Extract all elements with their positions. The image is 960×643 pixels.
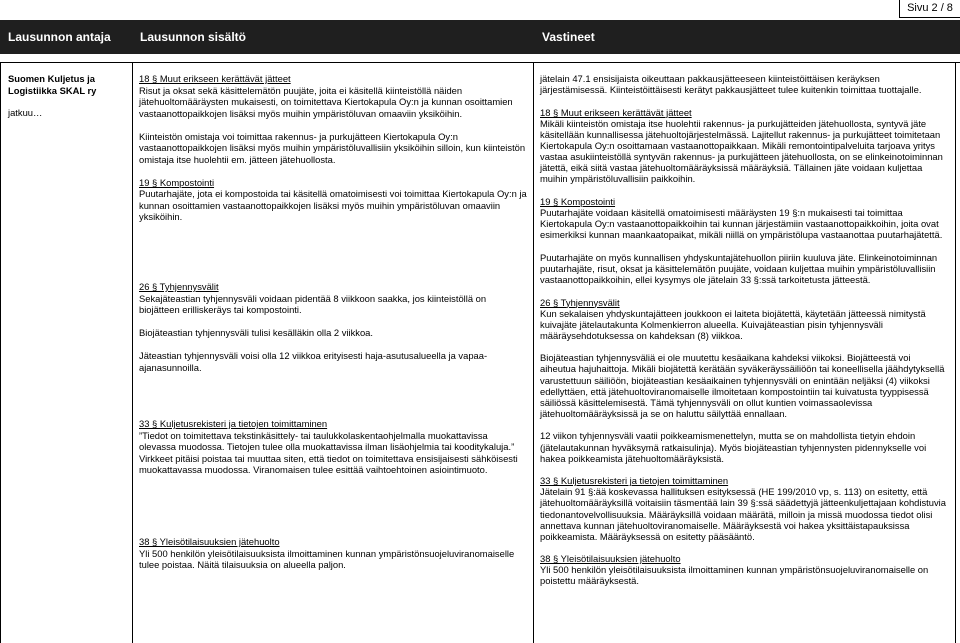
response-p1: jätelain 47.1 ensisijaista oikeuttaan pakkausjätteeseen kiinteistöittäisen keräyksen järjestämisessä. Kiinteistöittäisesti kerätyt pakkausjätteet tulee kuitenkin toimittaa tuottajalle. — [540, 73, 922, 96]
statement-content-cell — [139, 73, 527, 234]
response-s38-title: 38 § Yleisötilaisuuksien jätehuolto — [540, 553, 681, 565]
response-s38-text: Yli 500 henkilön yleisötilaisuuksista ilmoittaminen kunnan ympäristönsuojeluviranomaiselle on poistettu määräyksestä. — [540, 564, 929, 587]
table-top-border — [0, 62, 960, 63]
column-divider-left — [0, 62, 1, 643]
content-s26-para3: Jäteastian tyhjennysväli voisi olla 12 viikkoa erityisesti haja-asutusalueella ja vapaa-ajanasunnoilla. — [139, 350, 488, 373]
content-s18-para2: Kiinteistön omistaja voi toimittaa rakennus- ja purkujätteen Kiertokapula Oy:n vastaanottopaikkojen lisäksi myös muihin ympäristöluvallisiin yksiköihin silloin, kun kiinteistön omistaja itse huolehtii em. jätteen jätehuollosta. — [139, 130, 526, 165]
statement-content-cell-4 — [139, 536, 527, 582]
response-s26-title: 26 § Tyhjennysvälit — [540, 296, 620, 308]
response-s18-text: Mikäli kiinteistön omistaja itse huolehtii rakennus- ja purkujätteiden jätehuollosta, syntyvä jäte käsitellään kunnallisessa jätehuoltojärjestelmässä. Lajitellut rakennus- ja purkujätteet toimitetaan Kiertokapula Oy:n osoittamaan vastaanottopaikkaan. Mikäli remontointipalveluita tarjoava yritys vastaa asukiinteistöllä syntyvän rakennus- ja purkujätteen jätehuollosta, on se elinkeinotoiminnan jätettä, eikä siitä vastaa jätehuoltomääräyksissä määräyksiä. Tällainen jäte voidaan kuljettaa muihin ympäristöluvallisiin paikkoihin. — [540, 117, 943, 185]
column-divider-2 — [533, 62, 534, 643]
content-s26-para2: Biojäteastian tyhjennysväli tulisi kesälläkin olla 2 viikkoa. — [139, 327, 373, 338]
header-statement-giver: Lausunnon antaja — [8, 30, 111, 44]
response-cell — [540, 73, 948, 598]
response-s26-para3: 12 viikon tyhjennysväli vaatii poikkeamismenettelyn, mutta se on mahdollista tietyin ehdoin (jätelautakunnan hyväksymä ratkaisulinja). Myös biojäteastian tyhjennysten pidennykselle voi hakea poikkeamista jätehuoltomääräyksistä. — [540, 430, 927, 464]
statement-giver-cell — [8, 73, 123, 119]
statement-giver-name: Suomen Kuljetus ja Logistiikka SKAL ry — [8, 73, 97, 96]
content-s26-text: Sekajäteastian tyhjennysväli voidaan pidentää 8 viikkoon saakka, jos kiinteistöllä on biojätteen erilliskeräys tai kompostointi. — [139, 292, 487, 315]
content-s33-text: ”Tiedot on toimitettava tekstinkäsittely- tai taulukkolaskentaohjelmalla muokattavissa olevassa muodossa. Tietojen tulee olla muokattavissa ilman lisäohjelmia tai kooditykaluja.” Virkkeet pitäisi poistaa tai muuttaa siten, että tiedot on toimitettava ensisijaisesti sähköisesti muokattavassa muodossa. Viranomaisen tulee esittää vaihtoehtoinen asiointimuoto. — [139, 429, 518, 475]
content-s18-title: 18 § Muut erikseen kerättävät jätteet — [139, 73, 291, 84]
page-number: Sivu 2 / 8 — [899, 0, 960, 18]
column-divider-right — [955, 62, 956, 643]
response-s19-text: Puutarhajäte voidaan käsitellä omatoimisesti määräysten 19 §:n mukaisesti tai toimittaa Kiertokapula Oy:n vastaanottopaikkoihin tai kunnan järjestämiin vastaanottopaikkoihin, joita ovat esimerkiksi kunnan maankaatopaikat, mikäli niillä on ympäristölupa vastaanottaa puutarhajätettä. — [540, 206, 943, 241]
header-statement-content: Lausunnon sisältö — [140, 30, 247, 44]
content-s33-title: 33 § Kuljetusrekisteri ja tietojen toimittaminen — [139, 418, 328, 429]
statement-content-cell-3 — [139, 418, 527, 487]
header-responses: Vastineet — [542, 30, 595, 44]
statement-content-cell-2 — [139, 281, 527, 385]
response-s19-title: 19 § Kompostointi — [540, 195, 616, 207]
column-divider-1 — [132, 62, 133, 643]
table-header — [0, 20, 960, 54]
content-s19-title: 19 § Kompostointi — [139, 176, 215, 188]
content-s19-text: Puutarhajäte, jota ei kompostoida tai käsitellä omatoimisesti voi toimittaa Kiertokapula Oy:n ja kunnan osoittamien vastaanottopaikkojen lisäksi myös muihin ympäristöluvan omaaviin yksiköihin. — [139, 188, 527, 222]
response-s26-text: Kun sekalaisen yhdyskuntajätteen joukkoon ei laiteta biojätettä, käytetään jätteessä nimitystä kuivajäte jätelautakunta Kolmenkierron alueella. Kuivajäteastian pisin tyhjennysväli määräysehdotuksessa on kahdeksan (8) viikkoa. — [540, 307, 926, 341]
response-s19-para2: Puutarhajäte on myös kunnallisen yhdyskuntajätehuollon piiriin kuuluva jäte. Elinkeinotoiminnan puutarhajäte, risut, oksat ja käsittelemätön puujäte, voidaan kuljettaa muihin ympäristöluvallisiin vastaanottopaikkoihin, ellei kysymys ole jätelain 33 §:ssä tarkoitetusta jätteestä. — [540, 251, 938, 285]
response-s33-text: Jätelain 91 §:ää koskevassa hallituksen esityksessä (HE 199/2010 vp, s. 113) on esitetty, että jätehuoltomääräyksillä voitaisiin täsmentää lain 39 §:ssä säädettyjä jätteenkuljettajaan kohdistuvia tiedonantovelvollisuuksia. Määräyksillä voidaan määrätä, milloin ja missä muodossa tiedot olisi annettava kunnan jätehuoltoviranomaiselle. Määräyksestä voi hakea yksittäistapauksissa poikkeamista. Määräyksessä on esitetty pääsääntö. — [540, 486, 946, 542]
statement-giver-continues: jatkuu… — [8, 107, 43, 118]
response-s18-title: 18 § Muut erikseen kerättävät jätteet — [540, 106, 692, 118]
response-s26-para2: Biojäteastian tyhjennysväliä ei ole muutettu kesäaikana kahdeksi viikoksi. Biojätteestä voi aiheutua hajuhaittoja. Mikäli biojätettä kerätään syväkeräyssäiliöön tai koneellisella jäähdytyksellä varustettuun säiliöön, biojäteastian kesäaikainen tyhjennysväli on enintään neljäksi (4) viikoksi edellyttäen, että jätehuoltoviranomaiselle ilmoitetaan kompostointiin tai kuivatusta tyyppisessä säiliössä käsittelemisestä. Tämä tyhjennysväli on ollut kuntien voimassaolevissa jätehuoltomääräyksissä ja se on haluttu säilyttää ennallaan. — [540, 352, 945, 419]
content-s38-text: Yli 500 henkilön yleisötilaisuuksista ilmoittaminen kunnan ympäristönsuojeluviranomaiselle tulee poistaa. Näitä tilaisuuksia on alueella paljon. — [139, 547, 515, 570]
content-s26-title: 26 § Tyhjennysvälit — [139, 281, 219, 292]
content-s38-title: 38 § Yleisötilaisuuksien jätehuolto — [139, 536, 280, 547]
response-s33-title: 33 § Kuljetusrekisteri ja tietojen toimittaminen — [540, 475, 729, 487]
content-s18-text: Risut ja oksat sekä käsittelemätön puujäte, joita ei käsitellä kiinteistöllä näiden jätehuoltomääräysten mukaisesti, on toimitettava Kiertokapula Oy:n ja kunnan osoittamien vastaanottopaikkojen lisäksi myös muihin ympäristöluvan omaaviin yksiköihin. — [139, 84, 513, 119]
